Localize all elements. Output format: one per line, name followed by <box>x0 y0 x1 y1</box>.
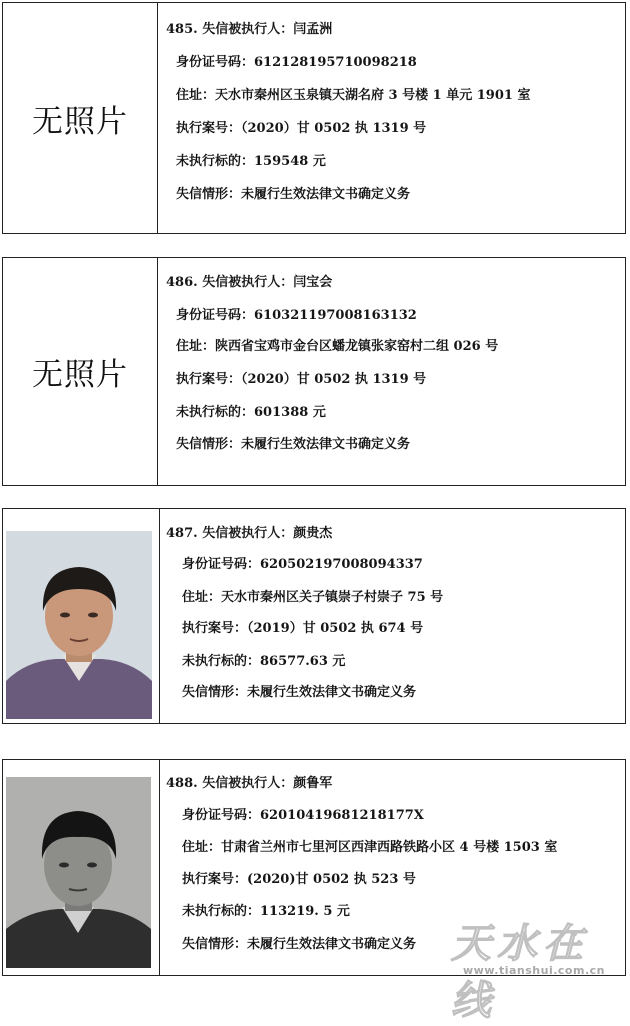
photo-cell <box>3 509 160 723</box>
person-portrait-icon <box>6 777 151 968</box>
situation-row <box>182 681 416 700</box>
record-header: 485. 失信被执行人：闫孟洲 <box>166 22 333 37</box>
amount-label: 未执行标的： <box>176 154 255 169</box>
id-row <box>176 304 417 323</box>
record-header: 487. 失信被执行人：颜贵杰 <box>166 526 333 541</box>
situation-row <box>176 433 410 452</box>
case-label: 执行案号： <box>176 372 242 387</box>
site-watermark <box>445 912 627 1024</box>
amount-row <box>182 900 350 919</box>
portrait-photo <box>6 531 152 719</box>
record-card-485 <box>2 2 626 234</box>
id-row <box>176 51 417 70</box>
record-info <box>158 258 625 485</box>
record-card-486 <box>2 257 626 486</box>
address-value: 天水市秦州区玉泉镇天湖名府 3 号楼 1 单元 1901 室 <box>215 88 531 103</box>
amount-value: 159548 元 <box>254 154 326 169</box>
address-row <box>176 335 498 354</box>
case-value: （2020）甘 0502 执 1319 号 <box>241 372 427 387</box>
id-label: 身份证号码： <box>176 308 255 323</box>
case-row <box>176 368 426 387</box>
id-label: 身份证号码： <box>182 808 261 823</box>
situation-label: 失信情形： <box>182 685 248 700</box>
portrait-photo <box>6 777 151 968</box>
id-value: 612128195710098218 <box>254 55 417 70</box>
watermark-title: 天水在线 <box>451 921 589 1024</box>
record-header: 486. 失信被执行人：闫宝会 <box>166 275 333 290</box>
address-label: 住址： <box>182 590 222 605</box>
amount-row <box>176 150 326 169</box>
address-row <box>176 84 530 103</box>
situation-value: 未履行生效法律文书确定义务 <box>241 187 411 202</box>
address-value: 陕西省宝鸡市金台区蟠龙镇张家窑村二组 026 号 <box>215 339 499 354</box>
id-row <box>182 804 424 823</box>
situation-label: 失信情形： <box>176 437 242 452</box>
case-label: 执行案号： <box>176 121 242 136</box>
amount-value: 601388 元 <box>254 405 326 420</box>
amount-value: 86577.63 元 <box>260 654 346 669</box>
address-value: 甘肃省兰州市七里河区西津西路铁路小区 4 号楼 1503 室 <box>221 840 558 855</box>
case-row <box>182 617 423 636</box>
situation-value: 未履行生效法律文书确定义务 <box>241 437 411 452</box>
situation-value: 未履行生效法律文书确定义务 <box>247 937 417 952</box>
record-info <box>160 509 625 723</box>
address-row <box>182 836 557 855</box>
record-header: 488. 失信被执行人：颜鲁军 <box>166 776 333 791</box>
amount-row <box>176 401 326 420</box>
amount-row <box>182 650 345 669</box>
situation-row <box>182 933 416 952</box>
id-value: 62010419681218177X <box>260 808 424 823</box>
case-value: （2019）甘 0502 执 674 号 <box>247 621 424 636</box>
id-value: 610321197008163132 <box>254 308 417 323</box>
address-label: 住址： <box>176 88 216 103</box>
situation-label: 失信情形： <box>176 187 242 202</box>
amount-label: 未执行标的： <box>182 654 261 669</box>
amount-label: 未执行标的： <box>182 904 261 919</box>
no-photo-label: 无照片 <box>32 357 128 393</box>
amount-value: 113219. 5 元 <box>260 904 350 919</box>
address-value: 天水市秦州区关子镇崇子村崇子 75 号 <box>221 590 444 605</box>
id-label: 身份证号码： <box>176 55 255 70</box>
amount-label: 未执行标的： <box>176 405 255 420</box>
case-row <box>176 117 426 136</box>
case-row <box>182 868 416 887</box>
case-label: 执行案号： <box>182 621 248 636</box>
address-label: 住址： <box>182 840 222 855</box>
record-card-487 <box>2 508 626 724</box>
no-photo-label: 无照片 <box>32 103 128 140</box>
case-value: (2020)甘 0502 执 523 号 <box>247 872 416 887</box>
situation-row <box>176 183 410 202</box>
situation-value: 未履行生效法律文书确定义务 <box>247 685 417 700</box>
address-row <box>182 586 443 605</box>
photo-cell <box>3 258 158 485</box>
id-row <box>182 553 423 572</box>
case-value: （2020）甘 0502 执 1319 号 <box>241 121 427 136</box>
id-value: 620502197008094337 <box>260 557 423 572</box>
case-label: 执行案号： <box>182 872 248 887</box>
situation-label: 失信情形： <box>182 937 248 952</box>
id-label: 身份证号码： <box>182 557 261 572</box>
watermark-url: www.tianshui.com.cn <box>463 964 605 977</box>
photo-cell <box>3 3 158 233</box>
photo-cell <box>3 760 160 975</box>
person-portrait-icon <box>6 531 152 719</box>
record-info <box>158 3 625 233</box>
address-label: 住址： <box>176 339 216 354</box>
